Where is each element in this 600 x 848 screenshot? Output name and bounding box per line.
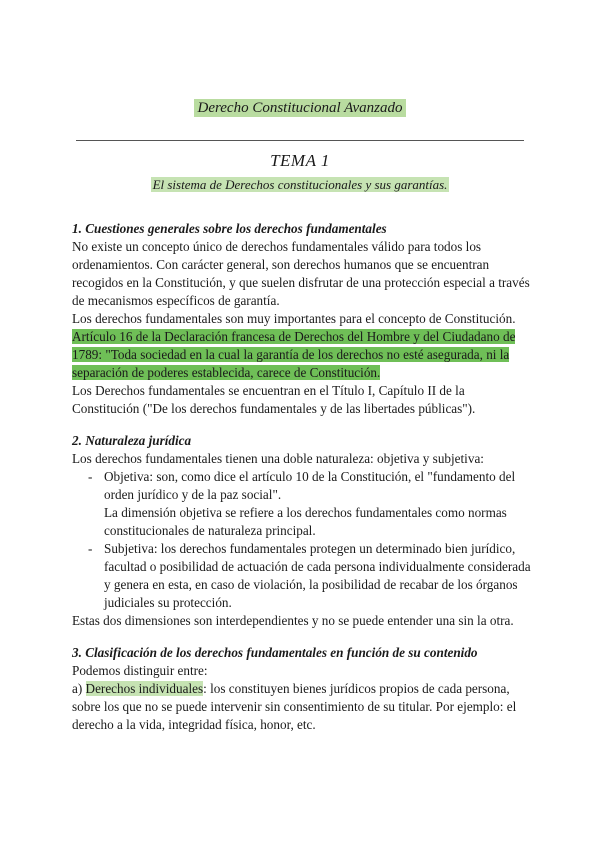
section-1-paragraph-3: Los Derechos fundamentales se encuentran en el Título I, Capítulo II de la Constitución ("De los derechos fundamentales y de las libertades públicas").	[72, 383, 476, 416]
document-body	[72, 220, 532, 734]
section-3-heading: 3. Clasificación de los derechos fundamentales en función de su contenido	[72, 645, 478, 660]
section-1-heading: 1. Cuestiones generales sobre los derechos fundamentales	[72, 221, 387, 236]
item-a-prefix: a)	[72, 681, 86, 696]
tema-subtitle	[0, 177, 600, 193]
list-item-subjetiva: - Subjetiva: los derechos fundamentales protegen un determinado bien jurídico, facultad o posibilidad de actuación de cada persona individualmente considerada y genera en esta, en caso de violación, la posibilidad de recabar de los órganos judiciales su protección.	[104, 541, 531, 610]
section-1-paragraph-1: No existe un concepto único de derechos fundamentales válido para todos los ordenamientos. Con carácter general, son derechos humanos que se encuentran recogidos en la Constitución, y que suelen disfrutar de una protección especial a través de mecanismos específicos de garantía.	[72, 239, 530, 308]
section-3-item-a	[72, 680, 532, 734]
list-item-objetiva-detail: La dimensión objetiva se refiere a los derechos fundamentales como normas constitucionales de naturaleza principal.	[104, 505, 507, 538]
title-divider	[76, 140, 524, 141]
section-2-list	[72, 468, 532, 612]
item-a-rest: : los constituyen bienes jurídicos propios de cada persona, sobre los que no se puede intervenir sin consentimiento de su titular. Por ejemplo: el derecho a la vida, integridad física, honor, etc.	[72, 681, 517, 732]
item-a-term-highlight: Derechos individuales	[85, 681, 204, 696]
tema-subtitle-text: El sistema de Derechos constitucionales y sus garantías.	[152, 177, 448, 192]
list-item	[104, 540, 532, 612]
section-3-intro: Podemos distinguir entre:	[72, 663, 208, 678]
list-item	[104, 468, 532, 540]
section-2-outro: Estas dos dimensiones son interdependientes y no se puede entender una sin la otra.	[72, 613, 514, 628]
document-title-text: Derecho Constitucional Avanzado	[194, 99, 407, 117]
section-2-heading: 2. Naturaleza jurídica	[72, 433, 192, 448]
document-title	[0, 100, 600, 117]
tema-heading: TEMA 1	[270, 151, 330, 170]
section-1-paragraph-2: Los derechos fundamentales son muy importantes para el concepto de Constitución.	[72, 311, 516, 326]
list-item-objetiva: - Objetiva: son, como dice el artículo 10 de la Constitución, el "fundamento del orden jurídico y de la paz social".	[104, 469, 516, 502]
section-1-quote-highlight: Artículo 16 de la Declaración francesa de Derechos del Hombre y del Ciudadano de 1789: "Toda sociedad en la cual la garantía de los derechos no esté asegurada, ni la separación de poderes establecida, carece de Constitución.	[72, 329, 516, 380]
section-2-intro: Los derechos fundamentales tienen una doble naturaleza: objetiva y subjetiva:	[72, 451, 484, 466]
section-1-quote	[72, 328, 532, 382]
